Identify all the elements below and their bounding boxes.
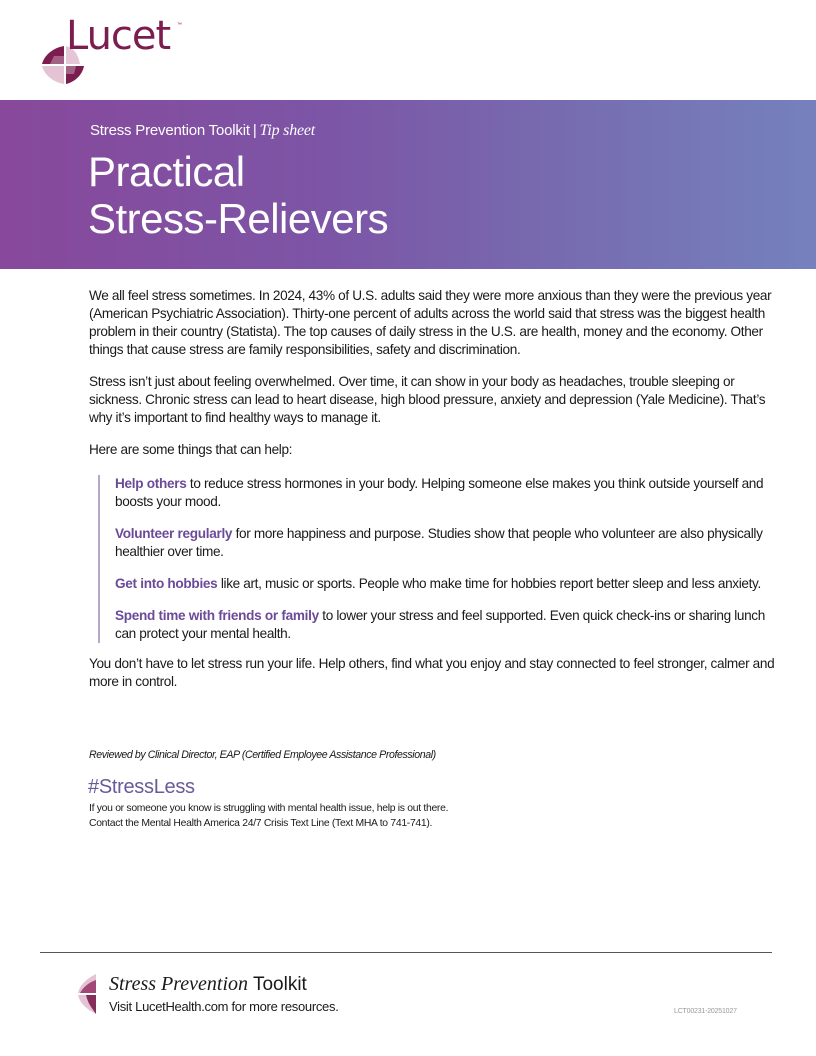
tip-heading: Volunteer regularly <box>115 526 233 541</box>
tip-text: like art, music or sports. People who make time for hobbies report better sleep and less anxiety. <box>217 576 761 591</box>
tips-lead-in: Here are some things that can help: <box>89 442 293 457</box>
tip-item <box>115 575 779 593</box>
tip-text: to reduce stress hormones in your body. Helping someone else makes you think outside yourself and boosts your mood. <box>115 476 764 509</box>
brand-name: Lucet <box>66 13 171 59</box>
tip-item <box>115 475 779 511</box>
eyebrow-label: Stress Prevention Toolkit <box>90 122 250 139</box>
help-line-1: If you or someone you know is struggling with mental health issue, help is out there. <box>89 803 449 814</box>
footer-divider <box>40 952 772 953</box>
toolkit-eyebrow <box>90 122 315 140</box>
document-code: LCT00231-20251027 <box>674 1008 737 1015</box>
title-line-1: Practical <box>88 148 245 195</box>
tip-text: for more happiness and purpose. Studies show that people who volunteer are also physically healthier over time. <box>115 526 763 559</box>
help-line-2: Contact the Mental Health America 24/7 Crisis Text Line (Text MHA to 741-741). <box>89 818 433 829</box>
tip-item <box>115 607 779 643</box>
effects-paragraph: Stress isn’t just about feeling overwhelmed. Over time, it can show in your body as headaches, trouble sleeping or sickness. Chronic stress can lead to heart disease, high blood pressure, anxiety and depression (Yale Medicine). That’s why it’s important to find healthy ways to manage it. <box>89 374 766 425</box>
tip-heading: Get into hobbies <box>115 576 218 591</box>
footer-resources-link[interactable]: Visit LucetHealth.com for more resources. <box>109 999 339 1014</box>
closing-paragraph: You don’t have to let stress run your life. Help others, find what you enjoy and stay connected to feel stronger, calmer and more in control. <box>89 656 775 689</box>
tips-list <box>98 475 779 643</box>
trademark: ™ <box>177 22 182 28</box>
hashtag: #StressLess <box>88 776 195 798</box>
tip-item <box>115 525 779 561</box>
title-line-2: Stress-Relievers <box>88 195 389 242</box>
tip-heading: Spend time with friends or family <box>115 608 319 623</box>
tip-text: to lower your stress and feel supported. Even quick check-ins or sharing lunch can protect your mental health. <box>115 608 765 641</box>
intro-paragraph: We all feel stress sometimes. In 2024, 43% of U.S. adults said they were more anxious than they were the previous year (American Psychiatric Association). Thirty-one percent of adults across the world said that stress was the biggest health problem in their country (Statista). The top causes of daily stress in the U.S. are health, money and the economy. Other things that cause stress are family responsibilities, safety and discrimination. <box>89 288 772 357</box>
crisis-help-text <box>89 801 448 831</box>
header-banner <box>0 100 816 269</box>
eyebrow-type: Tip sheet <box>259 122 316 139</box>
page-title <box>88 148 388 242</box>
footer-title-italic: Stress Prevention <box>109 973 249 995</box>
lucet-flower-icon <box>76 972 98 1016</box>
reviewed-by: Reviewed by Clinical Director, EAP (Certified Employee Assistance Professional) <box>89 749 436 761</box>
eyebrow-separator: | <box>252 122 257 139</box>
footer-title-regular: Toolkit <box>248 974 307 995</box>
main-content <box>89 287 779 705</box>
tip-heading: Help others <box>115 476 187 491</box>
footer-title <box>109 972 307 997</box>
